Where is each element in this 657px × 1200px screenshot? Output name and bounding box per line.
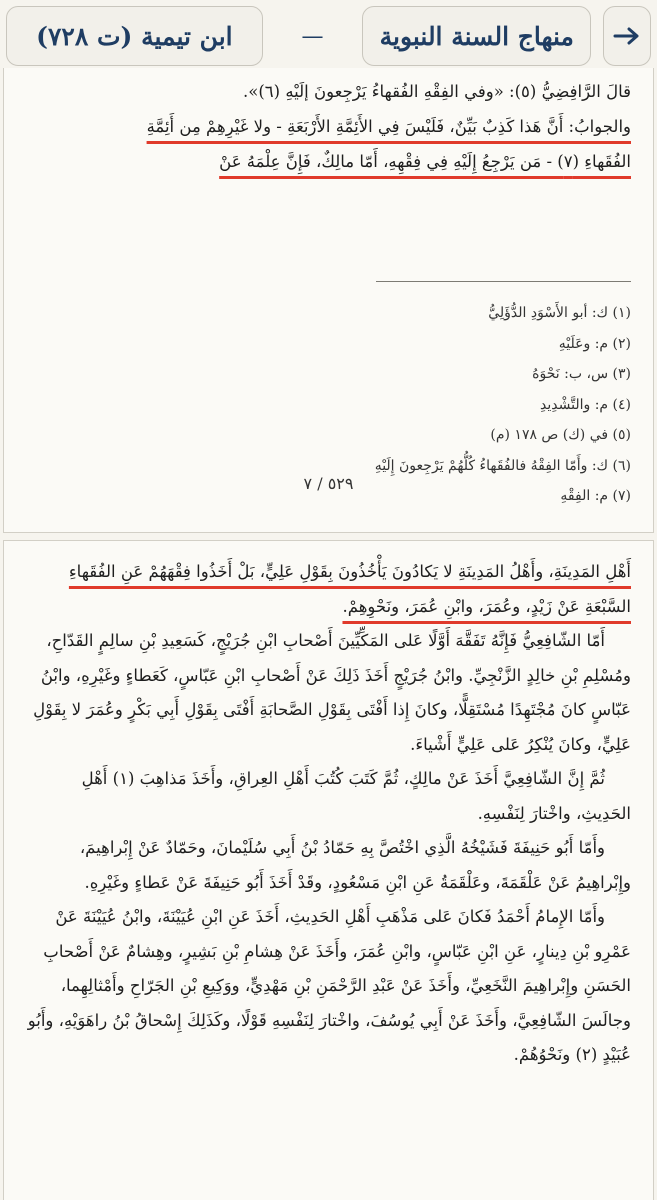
footnote: (٧) م: الفِقْهِ	[560, 488, 631, 504]
text-line-highlighted: الفُقَهاءِ (٧) - مَن يَرْجِعُ إِلَيْهِ فِي فِقْهِهِ، أَمّا مالِكٌ، فَإِنَّ عِلْمَهُ عَنْ	[219, 152, 631, 171]
footnote: (٢) م: وعَلَيْهِ	[558, 335, 631, 352]
author-chip[interactable]	[6, 6, 263, 66]
footnote: (٤) م: والتَّشْدِيدِ	[540, 396, 631, 413]
paragraph: وأَمّا الإِمامُ أَحْمَدُ فَكانَ عَلى مَذْهَبِ أَهْلِ الحَدِيثِ، أَخَذَ عَنِ ابْنِ عُيَيْنَةَ، وابْنُ عُيَيْنَةَ عَنْ عَمْرِو بْنِ دِينارٍ، عَنِ ابْنِ عَبّاسٍ، وابْنِ عُمَرَ، وأَخَذَ عَنْ هِشامِ بْنِ بَشِيرٍ، وهِشامٌ عَنْ أَصْحابِ الحَسَنِ وإِبْراهِيمَ النَّخَعِيِّ، وأَخَذَ عَنْ عَبْدِ الرَّحْمَنِ بْنِ مَهْدِيٍّ، ووَكِيعِ بْنِ الجَرّاحِ وأَمْثالِهِما، وجالَسَ الشّافِعِيَّ، وأَخَذَ عَنْ أَبِي يُوسُفَ، واخْتارَ لِنَفْسِهِ قَوْلًا، وكَذَلِكَ إِسْحاقُ بْنُ راهَوَيْهِ، وأَبُو عُبَيْدٍ (٢) ونَحْوُهُمْ.	[27, 907, 631, 1064]
page-top	[3, 68, 654, 533]
footnote: (١) ك: أبو الأَسْوَدِ الدُّؤَلِيُّ	[488, 305, 631, 321]
book-title-label: منهاج السنة النبوية	[379, 21, 574, 51]
title-separator: —	[301, 23, 324, 49]
book-title-chip[interactable]	[362, 6, 591, 66]
page-number: ٥٢٩ / ٧	[303, 474, 354, 493]
arrow-right-icon	[613, 26, 641, 46]
text-line: قالَ الرَّافِضِيُّ (٥): «وفي الفِقْهِ الفُقهاءُ يَرْجِعونَ إلَيْهِ (٦)».	[242, 82, 631, 101]
footnote-divider	[376, 281, 631, 282]
footnote: (٦) ك: وأَمّا الفِقْهُ فالفُقَهاءُ كُلُّهُمْ يَرْجِعونَ إِلَيْهِ	[374, 457, 631, 474]
footnote: (٥) في (ك) ص ١٧٨ (م)	[490, 427, 631, 443]
main-text	[4, 74, 653, 179]
text-line-highlighted: والجوابُ: أَنَّ هَذا كَذِبٌ بَيِّنٌ، فَلَيْسَ فِي الأَئِمَّةِ الأَرْبَعَةِ - ولا غَيْرِهِمْ مِن أَئِمَّةِ	[146, 117, 631, 136]
author-label: ابن تيمية (ت ٧٢٨)	[36, 21, 233, 51]
paragraph: وأَمّا أَبُو حَنِيفَةَ فَشَيْخُهُ الَّذِي اخْتُصَّ بِهِ حَمّادُ بْنُ أَبِي سُلَيْمانَ، وحَمّادٌ عَنْ إِبْراهِيمَ، وإِبْراهِيمُ عَنْ عَلْقَمَةَ، وعَلْقَمَةُ عَنِ ابْنِ مَسْعُودٍ، وقَدْ أَخَذَ أَبُو حَنِيفَةَ عَنْ عَطاءٍ وغَيْرِهِ.	[79, 838, 631, 892]
paragraph: ثُمَّ إِنَّ الشّافِعِيَّ أَخَذَ عَنْ مالِكٍ، ثُمَّ كَتَبَ كُتُبَ أَهْلِ العِراقِ، وأَخَذَ مَذاهِبَ (١) أَهْلِ الحَدِيثِ، واخْتارَ لِنَفْسِهِ.	[81, 769, 631, 823]
back-button[interactable]	[603, 6, 651, 66]
page-bottom	[3, 540, 654, 1200]
footnote: (٣) س، ب: نَحْوَهُ	[532, 366, 631, 382]
paragraph: أَمّا الشّافِعِيُّ فَإِنَّهُ تَفَقَّهَ أَوَّلًا عَلى المَكِّيِّينَ أَصْحابِ ابْنِ جُرَيْجٍ، كَسَعِيدِ بْنِ سالِمٍ القَدّاحِ، ومُسْلِمِ بْنِ خالِدٍ الزَّنْجِيِّ. وابْنُ جُرَيْجٍ أَخَذَ ذَلِكَ عَنْ أَصْحابِ ابْنِ عَبّاسٍ، كَعَطاءٍ وغَيْرِهِ، وابْنُ عَبّاسٍ كانَ مُجْتَهِدًا مُسْتَقِلًّا، وكانَ إِذا أَفْتَى بِقَوْلِ الصَّحابَةِ أَفْتَى بِقَوْلِ أَبِي بَكْرٍ وعُمَرَ لا بِقَوْلِ عَلِيٍّ، وكانَ يُنْكِرُ عَلى عَلِيٍّ أَشْياءَ.	[33, 631, 631, 754]
top-bar	[0, 0, 657, 72]
main-text	[4, 555, 653, 1073]
paragraph: أَهْلِ المَدِينَةِ، وأَهْلُ المَدِينَةِ لا يَكادُونَ يَأْخُذُونَ بِقَوْلِ عَلِيٍّ، بَلْ أَخَذُوا فِقْهَهُمْ عَنِ الفُقَهاءِ السَّبْعَةِ عَنْ زَيْدٍ، وعُمَرَ، وابْنِ عُمَرَ، ونَحْوِهِمْ.	[68, 562, 631, 616]
